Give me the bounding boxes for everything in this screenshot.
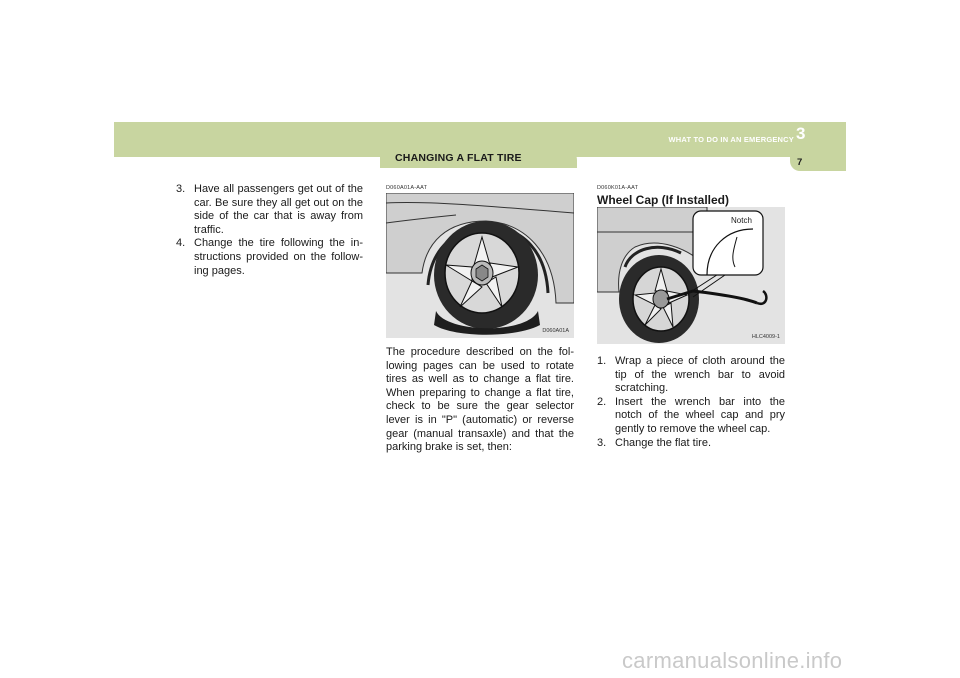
notch-callout-label: Notch [731, 216, 752, 225]
figure-code: HLC4009-1 [751, 334, 780, 340]
list-item [176, 237, 363, 278]
chapter-number: 3 [796, 124, 806, 143]
step-text: Wrap a piece of cloth around the tip of the wrench bar to avoid scratching. [615, 355, 785, 395]
step-text: Have all passengers get out of the car. Be sure they all get out on the side of the car that is away from traffic. [194, 183, 363, 236]
list-item [597, 396, 785, 437]
wheel-cap-illustration [597, 207, 785, 344]
list-item [176, 183, 363, 237]
step-text: Change the tire following the in-structions provided on the follow-ing pages. [194, 237, 363, 277]
step-number: 2. [597, 395, 607, 408]
figure-code: D060A01A [542, 328, 569, 334]
section-code: D060K01A-AAT [597, 185, 639, 191]
step-number: 3. [597, 436, 607, 449]
page-number: 7 [797, 157, 803, 168]
left-column [176, 183, 363, 278]
step-text: Insert the wrench bar into the notch of the wheel cap and pry gently to remove the wheel cap. [615, 395, 785, 435]
section-title: CHANGING A FLAT TIRE [395, 152, 522, 164]
step-number: 4. [176, 237, 186, 250]
right-column-steps [597, 355, 785, 450]
middle-paragraph: The procedure described on the fol-lowing pages can be used to rotate tires as well as to change a flat tire. When preparing to change a flat tire, check to be sure the gear selector lever is in "P" (automatic) or reverse gear (manual transaxle) and that the parking brake is set, then: [386, 346, 574, 454]
step-text: Change the flat tire. [615, 436, 712, 449]
wheel-cap-heading: Wheel Cap (If Installed) [597, 193, 730, 207]
section-code: D060A01A-AAT [386, 185, 428, 191]
chapter-title: WHAT TO DO IN AN EMERGENCY [668, 135, 794, 144]
flat-tire-illustration [386, 193, 574, 338]
wheel-cap-figure [597, 207, 785, 344]
watermark-link[interactable]: carmanualsonline.info [622, 648, 843, 673]
list-item [597, 355, 785, 396]
flat-tire-figure [386, 193, 574, 338]
step-number: 3. [176, 183, 186, 195]
step-number: 1. [597, 355, 607, 367]
list-item [597, 437, 785, 451]
